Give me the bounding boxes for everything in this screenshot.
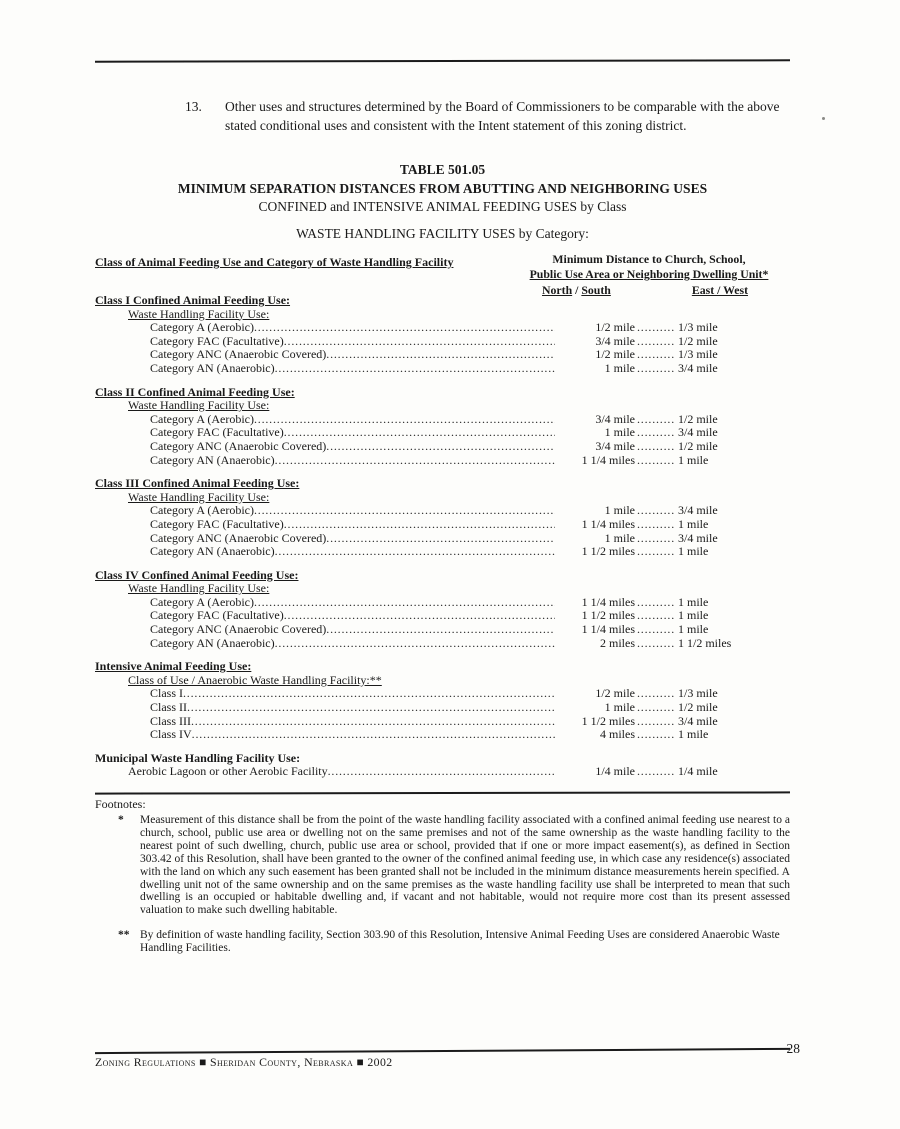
dot-leader	[637, 440, 675, 454]
north-label: North	[542, 283, 573, 298]
subheader-text: Waste Handling Facility Use:	[128, 306, 270, 321]
table-row	[95, 454, 740, 468]
east-west-value: 3/4 mile	[678, 503, 718, 518]
section-header: Class III Confined Animal Feeding Use:	[95, 476, 300, 491]
north-south-value: 1 1/4 miles	[581, 452, 635, 467]
north-south-value: 1/2 mile	[595, 347, 635, 362]
east-west-value: 1 mile	[678, 594, 709, 609]
row-label: Category AN (Anaerobic)	[150, 635, 275, 650]
table-row	[95, 532, 740, 546]
table-row	[95, 687, 740, 701]
north-south-value: 1 1/2 miles	[581, 608, 635, 623]
slash-separator: /	[572, 283, 582, 298]
north-south-value: 1 mile	[604, 530, 635, 545]
east-west-value: 3/4 mile	[678, 425, 718, 440]
table-title: MINIMUM SEPARATION DISTANCES FROM ABUTTING AND NEIGHBORING USES	[177, 180, 708, 196]
item-text: Other uses and structures determined by the Board of Commissioners to be comparable with the above stated conditional uses and consistent with the Intent statement of this zoning district.	[225, 99, 780, 134]
footnotes-block	[118, 814, 792, 955]
table-row	[95, 609, 740, 623]
subheader-text: Class of Use / Anaerobic Waste Handling Facility:**	[128, 672, 382, 687]
north-south-value: 1 mile	[604, 700, 635, 715]
left-column-header: Class of Animal Feeding Use and Category of Waste Handling Facility	[95, 255, 454, 269]
conditional-use-item-13	[185, 97, 790, 135]
section-municipal	[95, 752, 740, 779]
section-subheader	[95, 582, 740, 596]
row-label: Category AN (Anaerobic)	[150, 452, 275, 467]
row-label: Category AN (Anaerobic)	[150, 360, 275, 375]
dot-leader	[275, 637, 555, 651]
footnote-text: By definition of waste handling facility, Section 303.90 of this Resolution, Intensive Animal Feeding Uses are considered Anaerobic Waste Handling Facilities.	[140, 929, 780, 955]
row-label: Category A (Aerobic)	[150, 503, 254, 518]
item-number: 13.	[185, 99, 202, 114]
table-row	[95, 348, 740, 362]
separation-distance-table	[95, 294, 740, 789]
dot-leader	[326, 348, 555, 362]
table-row	[95, 623, 740, 637]
row-label: Class II	[150, 700, 187, 715]
table-subtitle: CONFINED and INTENSIVE ANIMAL FEEDING USES by Class	[258, 199, 627, 214]
north-south-value: 1 mile	[604, 425, 635, 440]
subheader-text: Waste Handling Facility Use:	[128, 581, 270, 596]
east-west-value: 1/3 mile	[678, 320, 718, 335]
section-subheader	[95, 399, 740, 413]
north-south-value: 2 miles	[600, 635, 635, 650]
dot-leader	[637, 362, 675, 376]
dot-leader	[254, 596, 555, 610]
table-row	[95, 362, 740, 376]
dot-leader	[191, 715, 555, 729]
east-west-value: 1 mile	[678, 516, 709, 531]
row-label: Category AN (Anaerobic)	[150, 544, 275, 559]
row-label: Category ANC (Anaerobic Covered)	[150, 347, 327, 362]
row-label: Class III	[150, 713, 191, 728]
row-label: Category A (Aerobic)	[150, 320, 254, 335]
east-west-value: 1 1/2 miles	[678, 635, 732, 650]
dot-leader	[637, 532, 675, 546]
footnotes-label: Footnotes:	[95, 797, 146, 811]
section-header: Class II Confined Animal Feeding Use:	[95, 384, 295, 399]
north-south-value: 1/2 mile	[595, 686, 635, 701]
north-south-value: 1 mile	[604, 360, 635, 375]
dot-leader	[275, 362, 555, 376]
section-header: Intensive Animal Feeding Use:	[95, 659, 252, 674]
table-row	[95, 321, 740, 335]
dot-leader	[254, 321, 555, 335]
footnote-2	[118, 929, 792, 955]
table-row	[95, 715, 740, 729]
north-south-value: 1 mile	[604, 503, 635, 518]
scan-speck	[822, 117, 825, 120]
dot-leader	[637, 413, 675, 427]
dot-leader	[254, 504, 555, 518]
section-class-2	[95, 386, 740, 468]
row-label: Category FAC (Facultative)	[150, 608, 284, 623]
east-west-header: East / West	[691, 283, 748, 298]
north-south-value: 1 1/4 miles	[581, 516, 635, 531]
east-west-value: 1/2 mile	[678, 333, 718, 348]
dot-leader	[326, 532, 555, 546]
dot-leader	[284, 426, 555, 440]
section-subheader	[95, 491, 740, 505]
table-row	[95, 426, 740, 440]
dot-leader	[637, 518, 675, 532]
east-west-value: 3/4 mile	[678, 713, 718, 728]
dot-leader	[284, 518, 555, 532]
section-header: Class IV Confined Animal Feeding Use:	[95, 567, 299, 582]
dot-leader	[192, 728, 555, 742]
dot-leader	[284, 335, 555, 349]
dot-leader	[326, 623, 555, 637]
column-header-row	[95, 252, 790, 299]
north-south-value: 3/4 mile	[595, 411, 635, 426]
row-label: Class I	[150, 686, 183, 701]
section-subheader	[95, 674, 740, 688]
row-label: Category A (Aerobic)	[150, 594, 254, 609]
row-label: Category A (Aerobic)	[150, 411, 254, 426]
section-class-3	[95, 477, 740, 559]
section-header: Class I Confined Animal Feeding Use:	[95, 293, 291, 307]
dot-leader	[637, 637, 675, 651]
east-west-value: 1 mile	[678, 544, 709, 559]
row-label: Category FAC (Facultative)	[150, 516, 284, 531]
east-west-value: 1/2 mile	[678, 438, 718, 453]
dot-leader	[328, 765, 555, 779]
footnote-1	[118, 814, 792, 917]
east-west-value: 1 mile	[678, 622, 709, 637]
dot-leader	[637, 728, 675, 742]
row-label: Category FAC (Facultative)	[150, 425, 284, 440]
section-class-1	[95, 294, 740, 376]
table-row	[95, 637, 740, 651]
footnote-marker: *	[118, 814, 124, 826]
footnotes-divider-rule	[95, 791, 790, 794]
dot-leader	[637, 687, 675, 701]
dot-leader	[637, 715, 675, 729]
section-class-4	[95, 569, 740, 651]
table-row	[95, 545, 740, 559]
table-row	[95, 701, 740, 715]
east-west-value: 1/4 mile	[678, 764, 718, 779]
east-west-value: 3/4 mile	[678, 360, 718, 375]
table-row	[95, 728, 740, 742]
north-south-value: 3/4 mile	[595, 438, 635, 453]
right-column-header	[508, 252, 790, 299]
north-south-value: 1/4 mile	[595, 764, 635, 779]
dot-leader	[637, 348, 675, 362]
row-label: Category FAC (Facultative)	[150, 333, 284, 348]
east-west-value: 1/2 mile	[678, 700, 718, 715]
section-subheader	[95, 308, 740, 322]
table-category-line: WASTE HANDLING FACILITY USES by Category:	[296, 225, 589, 241]
dot-leader	[637, 321, 675, 335]
table-title-block	[95, 161, 790, 243]
subheader-text: Waste Handling Facility Use:	[128, 489, 270, 504]
dot-leader	[183, 687, 555, 701]
page-number: 28	[786, 1041, 800, 1056]
dot-leader	[637, 701, 675, 715]
table-row	[95, 440, 740, 454]
right-header-line2: Public Use Area or Neighboring Dwelling Unit*	[529, 267, 769, 282]
east-west-value: 1 mile	[678, 452, 709, 467]
dot-leader	[637, 623, 675, 637]
subheader-text: Waste Handling Facility Use:	[128, 398, 270, 413]
north-south-value: 1 1/4 miles	[581, 594, 635, 609]
dot-leader	[326, 440, 555, 454]
section-intensive	[95, 660, 740, 742]
dot-leader	[637, 335, 675, 349]
north-south-value: 1 1/2 miles	[581, 713, 635, 728]
dot-leader	[637, 765, 675, 779]
table-row	[95, 413, 740, 427]
row-label: Class IV	[150, 727, 192, 742]
dot-leader	[275, 454, 555, 468]
footer-rule	[95, 1048, 790, 1054]
footnote-text: Measurement of this distance shall be from the point of the waste handling facility associated with a confined animal feeding use nearest to a church, school, public use area or dwelling not on the same premises and not of the same ownership as the waste handling facility to the nearest point of such dwelling, church, public use area or school, provided that if one or more impact easement(s), as defined in Section 303.42 of this Resolution, shall have been granted to the owner of the confined animal feeding use, in which case any residence(s) associated with the land on which any such easement has been granted shall not be included in the minimum distance measurements herein specified. A dwelling unit not of the same ownership and on the same premises as the waste handling facility use shall be interpreted to mean that such dwelling is an occupied or habitable dwelling and, if vacant and not habitable, would not require more cost than its present assessed valuation to make such dwelling habitable.	[140, 814, 790, 917]
dot-leader	[637, 504, 675, 518]
east-west-value: 1/2 mile	[678, 411, 718, 426]
south-label: South	[581, 283, 611, 298]
top-divider-rule	[95, 59, 790, 62]
row-label: Category ANC (Anaerobic Covered)	[150, 530, 327, 545]
dot-leader	[284, 609, 555, 623]
table-row	[95, 504, 740, 518]
north-south-value: 1/2 mile	[595, 320, 635, 335]
dot-leader	[275, 545, 555, 559]
dot-leader	[637, 609, 675, 623]
dot-leader	[254, 413, 555, 427]
north-south-value: 3/4 mile	[595, 333, 635, 348]
east-west-value: 1 mile	[678, 608, 709, 623]
footnote-marker: **	[118, 929, 130, 942]
east-west-value: 1/3 mile	[678, 347, 718, 362]
east-west-value: 1 mile	[678, 727, 709, 742]
north-south-value: 1 1/2 miles	[581, 544, 635, 559]
dot-leader	[637, 596, 675, 610]
dot-leader	[637, 426, 675, 440]
row-label: Aerobic Lagoon or other Aerobic Facility	[128, 764, 328, 779]
table-row	[95, 765, 740, 779]
row-label: Category ANC (Anaerobic Covered)	[150, 438, 327, 453]
table-row	[95, 596, 740, 610]
north-south-value: 1 1/4 miles	[581, 622, 635, 637]
footer-document-title: Zoning Regulations ■ Sheridan County, Nebraska ■ 2002	[95, 1055, 393, 1069]
north-south-value: 4 miles	[600, 727, 635, 742]
right-header-line1: Minimum Distance to Church, School,	[552, 252, 746, 266]
east-west-value: 1/3 mile	[678, 686, 718, 701]
dot-leader	[187, 701, 555, 715]
table-row	[95, 518, 740, 532]
table-row	[95, 335, 740, 349]
dot-leader	[637, 454, 675, 468]
row-label: Category ANC (Anaerobic Covered)	[150, 622, 327, 637]
table-number: TABLE 501.05	[399, 162, 486, 177]
section-header: Municipal Waste Handling Facility Use:	[95, 750, 301, 765]
dot-leader	[637, 545, 675, 559]
east-west-value: 3/4 mile	[678, 530, 718, 545]
